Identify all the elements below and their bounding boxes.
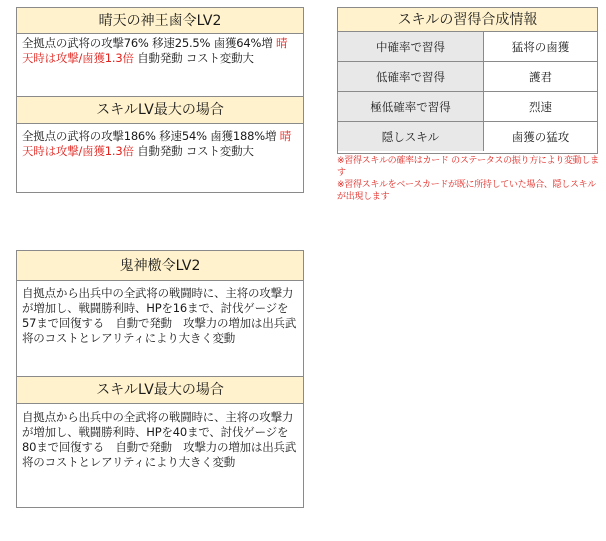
skill1-max-description — [17, 124, 303, 188]
skill1-description — [17, 34, 303, 96]
skill1-max-title: スキルLV最大の場合 — [17, 96, 303, 124]
skill2-max-description: 自拠点から出兵中の全武将の戦闘時に、主将の攻撃力が増加し、戦闘勝利時、HPを40まで、討伐ゲージを80まで回復する 自動で発動 攻撃力の増加は出兵武将のコストとレアリティにより大きく変動 — [22, 410, 297, 469]
skill1-panel — [16, 7, 304, 193]
acquire-skill: 護君 — [484, 62, 598, 92]
acquire-skill: 烈速 — [484, 92, 598, 122]
acquire-note-probability: ※習得スキルの確率はカード のステータスの振り方により変動します — [337, 156, 599, 178]
table-row — [338, 62, 597, 92]
acquire-title: スキルの習得合成情報 — [338, 8, 597, 32]
acquire-skill: 鹵獲の猛攻 — [484, 122, 598, 152]
acquire-rows — [338, 32, 597, 151]
skill1-max-text: 全拠点の武将の攻撃186% 移速54% 鹵獲188%増 — [22, 129, 280, 143]
acquire-note-hidden: ※習得スキルをベースカードが既に所持していた場合、隠しスキルが出現します — [337, 180, 596, 202]
acquire-table — [337, 7, 598, 154]
skill1-desc-text: 全拠点の武将の攻撃76% 移速25.5% 鹵獲64%増 — [22, 36, 277, 50]
skill1-desc-weather: 晴天時は攻撃/鹵獲1.3倍 — [22, 36, 288, 65]
acquire-condition: 低確率で習得 — [338, 62, 484, 92]
skill1-desc-tail: 自動発動 コスト変動大 — [133, 51, 254, 65]
skill1-max-weather: 晴天時は攻撃/鹵獲1.3倍 — [22, 129, 291, 158]
skill2-title: 鬼神檄令LV2 — [17, 251, 303, 281]
table-row — [338, 32, 597, 62]
acquire-condition: 中確率で習得 — [338, 32, 484, 62]
table-row — [338, 92, 597, 122]
skill2-max-title: スキルLV最大の場合 — [17, 376, 303, 404]
acquire-condition: 隠しスキル — [338, 122, 484, 152]
acquire-condition: 極低確率で習得 — [338, 92, 484, 122]
skill2-panel — [16, 250, 304, 508]
acquire-skill: 猛将の鹵獲 — [511, 39, 570, 54]
skill1-title: 晴天の神王鹵令LV2 — [17, 8, 303, 34]
table-row — [338, 122, 597, 152]
acquire-notes — [337, 155, 603, 203]
skill1-max-tail: 自動発動 コスト変動大 — [133, 144, 254, 158]
skill2-description: 自拠点から出兵中の全武将の戦闘時に、主将の攻撃力が増加し、戦闘勝利時、HPを16まで、討伐ゲージを57まで回復する 自動で発動 攻撃力の増加は出兵武将のコストとレアリティにより大きく変動 — [22, 286, 297, 345]
